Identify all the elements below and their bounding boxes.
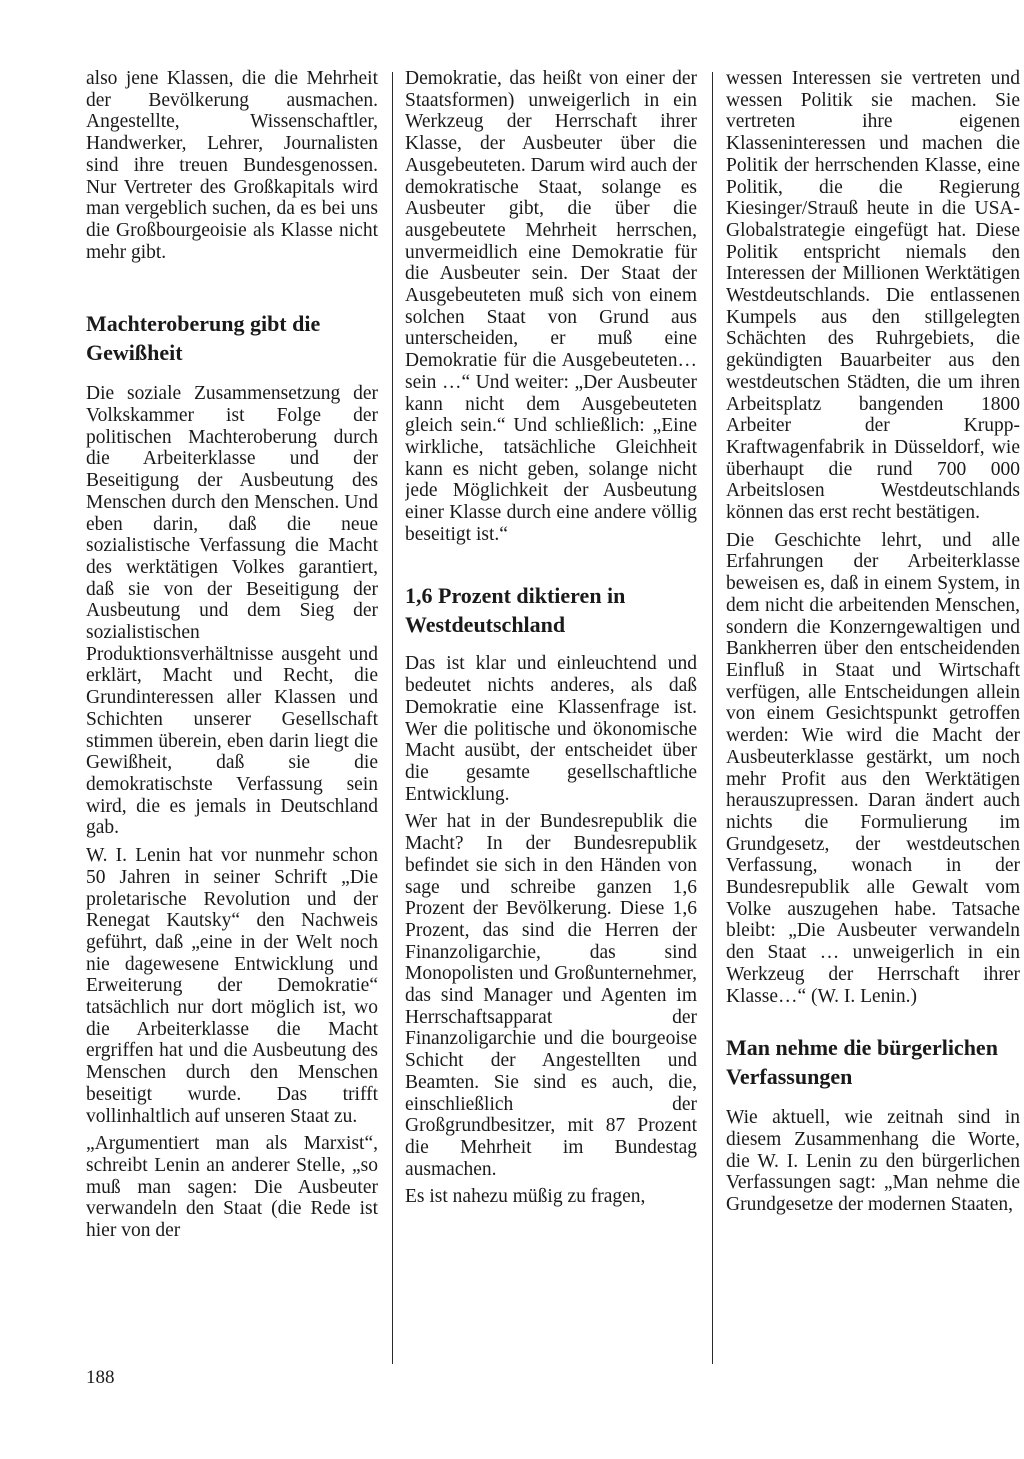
text-column-1 xyxy=(86,68,378,1358)
paragraph: W. I. Lenin hat vor nunmehr schon 50 Jahren in seiner Schrift „Die proletarische Revolution und der Renegat Kautsky“ den Nachweis geführt, daß „eine in der Welt noch nie dagewesene Entwicklung und Erweiterung der Demokratie“ tatsächlich nur dort möglich ist, wo die Arbeiterklasse die Macht ergriffen hat und die Ausbeutung des Menschen durch den Menschen beseitigt wurde. Das trifft vollinhaltlich auf unseren Staat zu. xyxy=(86,845,378,1127)
paragraph: Wer hat in der Bundesrepublik die Macht? In der Bundesrepublik befindet sie sich in den Händen von sage und schreibe ganzen 1,6 Prozent der Bevölkerung. Diese 1,6 Prozent, das sind die Herren der Finanzoligarchie, das sind Monopolisten und Großunternehmer, das sind Manager und Agenten im Herrschaftsapparat der Finanzoligarchie und die bourgeoise Schicht der Angestellten und Beamten. Sie sind es auch, die, einschließlich der Großgrundbesitzer, mit 87 Prozent die Mehrheit im Bundestag ausmachen. xyxy=(405,811,697,1180)
paragraph: Die Geschichte lehrt, und alle Erfahrungen der Arbeiterklasse beweisen es, daß in einem System, in dem nicht die arbeitenden Menschen, sondern die Konzerngewaltigen und Bankherren über den entscheidenden Einfluß in Staat und Wirtschaft verfügen, alle Entscheidungen allein von einem Gesichtspunkt getroffen werden: Wie wird die Macht der Ausbeuterklasse gestärkt, um noch mehr Profit aus den Werktätigen herauszupressen. Daran ändert auch nichts die Formulierung im Grundgesetz, der westdeutschen Verfassung, wonach in der Bundesrepublik alle Gewalt vom Volke auszugehen habe. Tatsache bleibt: „Die Ausbeuter verwandeln den Staat … unweigerlich in ein Werkzeug der Herrschaft ihrer Klasse…“ (W. I. Lenin.) xyxy=(726,529,1020,1007)
paragraph: wessen Interessen sie vertreten und wessen Politik sie machen. Sie vertreten ihre eigenen Klasseninteressen und machen die Politik der herrschenden Klasse, eine Politik, die die Regierung Kiesinger/Strauß heute in die USA-Globalstrategie eingefügt hat. Diese Politik entspricht niemals den Interessen der Millionen Werktätigen Westdeutschlands. Die entlassenen Kumpels aus den stillgelegten Schächten des Ruhrgebiets, die gekündigten Bauarbeiter aus den westdeutschen Städten, die um ihren Arbeitsplatz bangenden 1800 Arbeiter der Krupp-Kraftwagenfabrik in Düsseldorf, wie überhaupt die rund 700 000 Arbeitslosen Westdeutschlands können das erst recht bestätigen. xyxy=(726,68,1020,524)
column-divider xyxy=(392,72,393,1364)
section-heading: Man nehme die bürgerlichen Verfassungen xyxy=(726,1035,998,1090)
text-column-3 xyxy=(726,68,1020,1358)
section-heading: Machteroberung gibt die Gewißheit xyxy=(86,311,321,366)
paragraph: Die soziale Zusammensetzung der Volkskammer ist Folge der politischen Machteroberung durch die Arbeiterklasse und der Beseitigung der Ausbeutung des Menschen durch den Menschen. Und eben darin, daß die neue sozialistische Verfassung die Macht des werktätigen Volkes garantiert, daß sie von der Beseitigung der Ausbeutung und dem Sieg der sozialistischen Produktionsverhältnisse ausgeht und erklärt, Macht und Recht, die Grundinteressen aller Klassen und Schichten unserer Gesellschaft stimmen überein, eben darin liegt die Gewißheit, daß sie die demokratischste Verfassung sein wird, die es jemals in Deutschland gab. xyxy=(86,383,378,839)
paragraph: Es ist nahezu müßig zu fragen, xyxy=(405,1186,646,1208)
paragraph: Das ist klar und einleuchtend und bedeutet nichts anderes, als daß Demokratie eine Klassenfrage ist. Wer die politische und ökonomische Macht ausübt, der entscheidet über die gesamte gesellschaftliche Entwicklung. xyxy=(405,653,697,805)
text-column-2 xyxy=(405,68,697,1358)
paragraph: also jene Klassen, die die Mehrheit der Bevölkerung ausmachen. Angestellte, Wissenschaftler, Handwerker, Lehrer, Journalisten sind ihre treuen Bundesgenossen. Nur Vertreter des Großkapitals wird man vergeblich suchen, da es bei uns die Großbourgeoisie als Klasse nicht mehr gibt. xyxy=(86,68,378,263)
paragraph: Demokratie, das heißt von einer der Staatsformen) unweigerlich in ein Werkzeug der Herrschaft ihrer Klasse, der Ausbeuter über die Ausgebeuteten. Darum wird auch der demokratische Staat, solange es Ausbeuter gibt, die über die ausgebeutete Mehrheit herrschen, unvermeidlich eine Demokratie für die Ausbeuter sein. Der Staat der Ausgebeuteten muß sich von einem solchen Staat von Grund aus unterscheiden, er muß eine Demokratie für die Ausgebeuteten… sein …“ Und weiter: „Der Ausbeuter kann nicht dem Ausgebeuteten gleich sein.“ Und schließlich: „Eine wirkliche, tatsächliche Gleichheit kann es nicht geben, solange nicht jede Möglichkeit der Ausbeutung einer Klasse durch eine andere völlig beseitigt ist.“ xyxy=(405,68,697,545)
paragraph: Wie aktuell, wie zeitnah sind in diesem Zusammenhang die Worte, die W. I. Lenin zu den bürgerlichen Verfassungen sagt: „Man nehme die Grundgesetze der modernen Staaten, xyxy=(726,1107,1020,1216)
column-divider xyxy=(712,72,713,1364)
section-heading: 1,6 Prozent diktieren in Westdeutschland xyxy=(405,583,626,638)
page-number: 188 xyxy=(86,1367,115,1388)
paragraph: „Argumentiert man als Marxist“, schreibt Lenin an anderer Stelle, „so muß man sagen: Die Ausbeuter verwandeln den Staat (die Rede ist hier von der xyxy=(86,1133,378,1242)
